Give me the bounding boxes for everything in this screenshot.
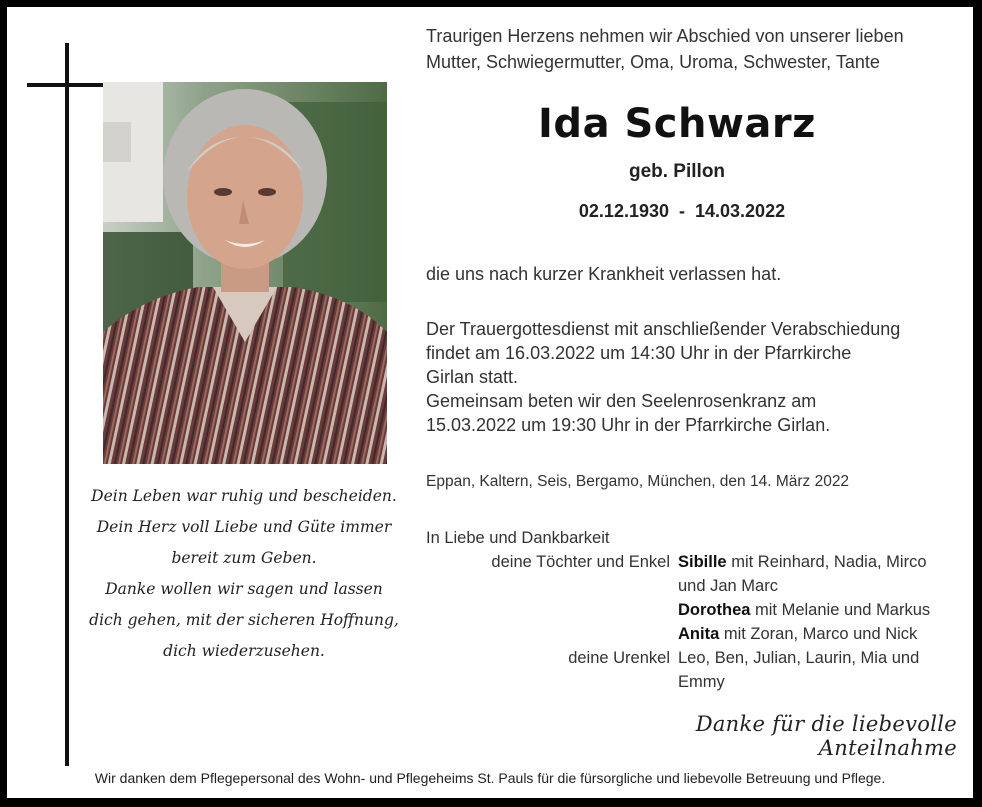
life-dates (447, 201, 917, 222)
obituary-notice (7, 7, 973, 798)
service-info (426, 317, 900, 437)
poem-line: Dein Herz voll Liebe und Güte immer (96, 518, 392, 536)
poem-line: Danke wollen wir sagen und lassen (105, 580, 383, 598)
intro-text (426, 23, 904, 75)
family-name: Dorothea (678, 601, 751, 619)
mourner-row (426, 550, 971, 574)
service-line: 15.03.2022 um 19:30 Uhr in der Pfarrkirche Girlan. (426, 415, 831, 435)
birth-date: 02.12.1930 (578, 201, 669, 221)
footer-text: Wir danken dem Pflegepersonal des Wohn- und Pflegeheims St. Pauls für die fürsorgliche und liebevolle Betreuung und Pflege. (94, 770, 886, 786)
poem-line: dich wiederzusehen. (163, 642, 325, 660)
place-date: Eppan, Kaltern, Seis, Bergamo, München, den 14. März 2022 (426, 473, 850, 490)
family-name: Sibille (678, 553, 727, 571)
portrait-photo (103, 82, 387, 464)
family-members: und Jan Marc (678, 577, 778, 595)
poem (69, 481, 419, 667)
mourner-row (426, 670, 971, 694)
mourner-label: deine Urenkel (568, 649, 670, 667)
intro-line: Mutter, Schwiegermutter, Oma, Uroma, Schwester, Tante (426, 52, 880, 72)
mourner-row (426, 622, 971, 646)
service-line: findet am 16.03.2022 um 14:30 Uhr in der Pfarrkirche (426, 343, 852, 363)
death-date: 14.03.2022 (695, 201, 786, 221)
maiden-name: geb. Pillon (628, 161, 726, 182)
mourner-row (426, 598, 971, 622)
thanks-line: Danke für die liebevolle Anteilnahme (695, 712, 957, 760)
mourner-row (426, 574, 971, 598)
service-line: Gemeinsam beten wir den Seelenrosenkranz am (426, 391, 817, 411)
greatgrand-names: Leo, Ben, Julian, Laurin, Mia und (678, 649, 920, 667)
date-separator: - (679, 201, 685, 221)
poem-line: bereit zum Geben. (171, 549, 317, 567)
mourners-heading: In Liebe und Dankbarkeit (426, 529, 610, 547)
poem-line: dich gehen, mit der sicheren Hoffnung, (89, 611, 399, 629)
mourner-row (426, 646, 971, 670)
cross-bar (27, 83, 104, 87)
family-members: mit Zoran, Marco und Nick (719, 625, 918, 643)
departure-text: die uns nach kurzer Krankheit verlassen hat. (426, 264, 782, 284)
mourners-list (426, 526, 971, 694)
service-line: Girlan statt. (426, 367, 519, 387)
family-members: mit Reinhard, Nadia, Mirco (726, 553, 927, 571)
greatgrand-names: Emmy (678, 673, 725, 691)
deceased-name: Ida Schwarz (538, 101, 816, 147)
poem-line: Dein Leben war ruhig und bescheiden. (91, 487, 397, 505)
family-members: mit Melanie und Markus (750, 601, 931, 619)
family-name: Anita (678, 625, 720, 643)
mourner-label: deine Töchter und Enkel (491, 553, 670, 571)
intro-line: Traurigen Herzens nehmen wir Abschied von unserer lieben (426, 26, 904, 46)
service-line: Der Trauergottesdienst mit anschließender Verabschiedung (426, 319, 901, 339)
